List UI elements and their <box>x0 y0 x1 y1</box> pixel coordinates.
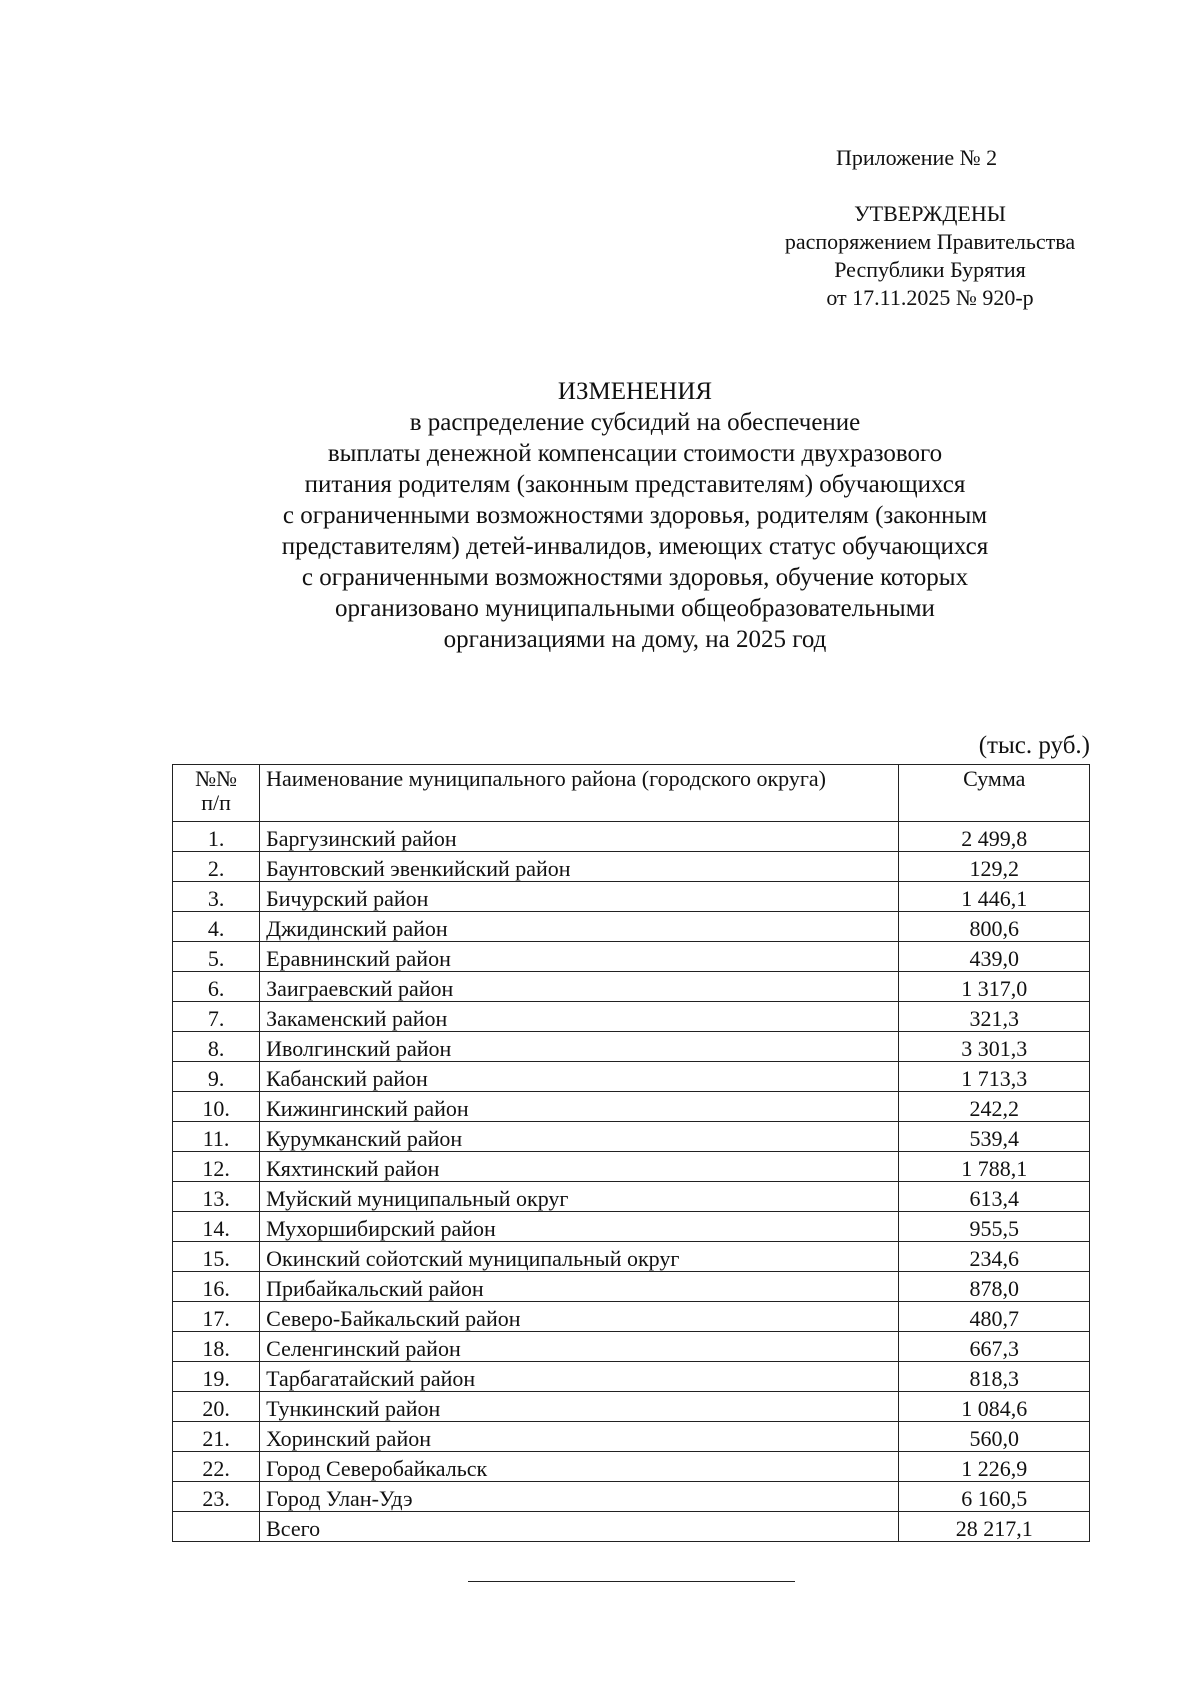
row-name: Курумканский район <box>260 1122 899 1152</box>
title-main: ИЗМЕНЕНИЯ <box>557 378 713 405</box>
title-line: организовано муниципальными общеобразовательными <box>335 595 935 622</box>
header-number-line-2: п/п <box>201 790 231 815</box>
row-name: Баргузинский район <box>260 822 899 852</box>
table-row <box>173 1182 1090 1212</box>
approval-line-1: распоряжением Правительства <box>784 229 1076 254</box>
total-number <box>173 1512 260 1542</box>
row-name: Окинский сойотский муниципальный округ <box>260 1242 899 1272</box>
row-number: 23. <box>173 1482 260 1512</box>
row-name: Прибайкальский район <box>260 1272 899 1302</box>
row-name: Город Улан-Удэ <box>260 1482 899 1512</box>
row-sum: 1 713,3 <box>899 1062 1090 1092</box>
approval-line-2: Республики Бурятия <box>834 257 1026 282</box>
table-row <box>173 1092 1090 1122</box>
row-sum: 6 160,5 <box>899 1482 1090 1512</box>
row-sum: 1 788,1 <box>899 1152 1090 1182</box>
total-sum: 28 217,1 <box>899 1512 1090 1542</box>
row-sum: 242,2 <box>899 1092 1090 1122</box>
row-name: Северо-Байкальский район <box>260 1302 899 1332</box>
table-row <box>173 1362 1090 1392</box>
row-number: 16. <box>173 1272 260 1302</box>
table-row <box>173 852 1090 882</box>
row-name: Селенгинский район <box>260 1332 899 1362</box>
row-number: 19. <box>173 1362 260 1392</box>
row-number: 9. <box>173 1062 260 1092</box>
row-name: Хоринский район <box>260 1422 899 1452</box>
table-row <box>173 1482 1090 1512</box>
row-sum: 3 301,3 <box>899 1032 1090 1062</box>
row-sum: 2 499,8 <box>899 822 1090 852</box>
row-sum: 560,0 <box>899 1422 1090 1452</box>
row-number: 11. <box>173 1122 260 1152</box>
row-number: 20. <box>173 1392 260 1422</box>
row-name: Мухоршибирский район <box>260 1212 899 1242</box>
row-name: Бичурский район <box>260 882 899 912</box>
title-line: выплаты денежной компенсации стоимости двухразового <box>327 440 943 467</box>
row-number: 18. <box>173 1332 260 1362</box>
row-number: 21. <box>173 1422 260 1452</box>
approval-status: УТВЕРЖДЕНЫ <box>854 201 1006 226</box>
table-row <box>173 822 1090 852</box>
approval-block <box>740 200 1120 312</box>
table-row <box>173 1212 1090 1242</box>
title-line: питания родителям (законным представителям) обучающихся <box>304 471 966 498</box>
header-number-line-1: №№ <box>195 766 238 791</box>
title-line: с ограниченными возможностями здоровья, обучение которых <box>301 564 969 591</box>
row-sum: 1 084,6 <box>899 1392 1090 1422</box>
row-sum: 129,2 <box>899 852 1090 882</box>
row-number: 4. <box>173 912 260 942</box>
table-row <box>173 1302 1090 1332</box>
row-sum: 667,3 <box>899 1332 1090 1362</box>
row-number: 5. <box>173 942 260 972</box>
row-sum: 818,3 <box>899 1362 1090 1392</box>
title-line: представителям) детей-инвалидов, имеющих статус обучающихся <box>281 533 989 560</box>
row-number: 7. <box>173 1002 260 1032</box>
row-number: 8. <box>173 1032 260 1062</box>
row-name: Муйский муниципальный округ <box>260 1182 899 1212</box>
table-row <box>173 1452 1090 1482</box>
title-line: организациями на дому, на 2025 год <box>443 626 827 653</box>
table-row <box>173 1002 1090 1032</box>
row-sum: 234,6 <box>899 1242 1090 1272</box>
table-row <box>173 942 1090 972</box>
row-name: Кабанский район <box>260 1062 899 1092</box>
document-title <box>0 376 1200 655</box>
units-label: (тыс. руб.) <box>978 732 1090 759</box>
row-name: Тарбагатайский район <box>260 1362 899 1392</box>
row-number: 12. <box>173 1152 260 1182</box>
table-row <box>173 1332 1090 1362</box>
row-name: Закаменский район <box>260 1002 899 1032</box>
row-name: Иволгинский район <box>260 1032 899 1062</box>
row-sum: 800,6 <box>899 912 1090 942</box>
row-number: 1. <box>173 822 260 852</box>
header-sum: Сумма <box>899 765 1090 822</box>
table-row <box>173 1242 1090 1272</box>
table-header-row <box>173 765 1090 822</box>
table-row <box>173 1152 1090 1182</box>
row-name: Заиграевский район <box>260 972 899 1002</box>
row-sum: 1 317,0 <box>899 972 1090 1002</box>
header-number <box>173 765 260 822</box>
row-number: 6. <box>173 972 260 1002</box>
row-name: Тункинский район <box>260 1392 899 1422</box>
row-name: Еравнинский район <box>260 942 899 972</box>
table-row <box>173 1392 1090 1422</box>
row-number: 22. <box>173 1452 260 1482</box>
row-sum: 539,4 <box>899 1122 1090 1152</box>
row-sum: 1 446,1 <box>899 882 1090 912</box>
row-sum: 321,3 <box>899 1002 1090 1032</box>
table-row <box>173 1032 1090 1062</box>
row-sum: 955,5 <box>899 1212 1090 1242</box>
header-name: Наименование муниципального района (городского округа) <box>260 765 899 822</box>
row-name: Баунтовский эвенкийский район <box>260 852 899 882</box>
title-line: в распределение субсидий на обеспечение <box>409 409 861 436</box>
row-sum: 878,0 <box>899 1272 1090 1302</box>
bottom-divider <box>468 1581 795 1582</box>
table-row <box>173 1062 1090 1092</box>
row-name: Джидинский район <box>260 912 899 942</box>
subsidy-table <box>172 764 1090 1542</box>
row-sum: 613,4 <box>899 1182 1090 1212</box>
row-number: 2. <box>173 852 260 882</box>
row-number: 15. <box>173 1242 260 1272</box>
row-sum: 439,0 <box>899 942 1090 972</box>
total-label: Всего <box>260 1512 899 1542</box>
row-sum: 480,7 <box>899 1302 1090 1332</box>
table-row <box>173 1272 1090 1302</box>
row-number: 14. <box>173 1212 260 1242</box>
row-number: 10. <box>173 1092 260 1122</box>
row-sum: 1 226,9 <box>899 1452 1090 1482</box>
appendix-number: Приложение № 2 <box>836 145 998 170</box>
row-number: 13. <box>173 1182 260 1212</box>
table-row <box>173 912 1090 942</box>
table-row <box>173 972 1090 1002</box>
row-number: 17. <box>173 1302 260 1332</box>
row-name: Город Северобайкальск <box>260 1452 899 1482</box>
row-number: 3. <box>173 882 260 912</box>
table-row <box>173 1422 1090 1452</box>
title-line: с ограниченными возможностями здоровья, родителям (законным <box>282 502 988 529</box>
approval-line-3: от 17.11.2025 № 920-р <box>826 285 1034 310</box>
table-row <box>173 1122 1090 1152</box>
row-name: Кяхтинский район <box>260 1152 899 1182</box>
table-row <box>173 882 1090 912</box>
row-name: Кижингинский район <box>260 1092 899 1122</box>
total-row <box>173 1512 1090 1542</box>
